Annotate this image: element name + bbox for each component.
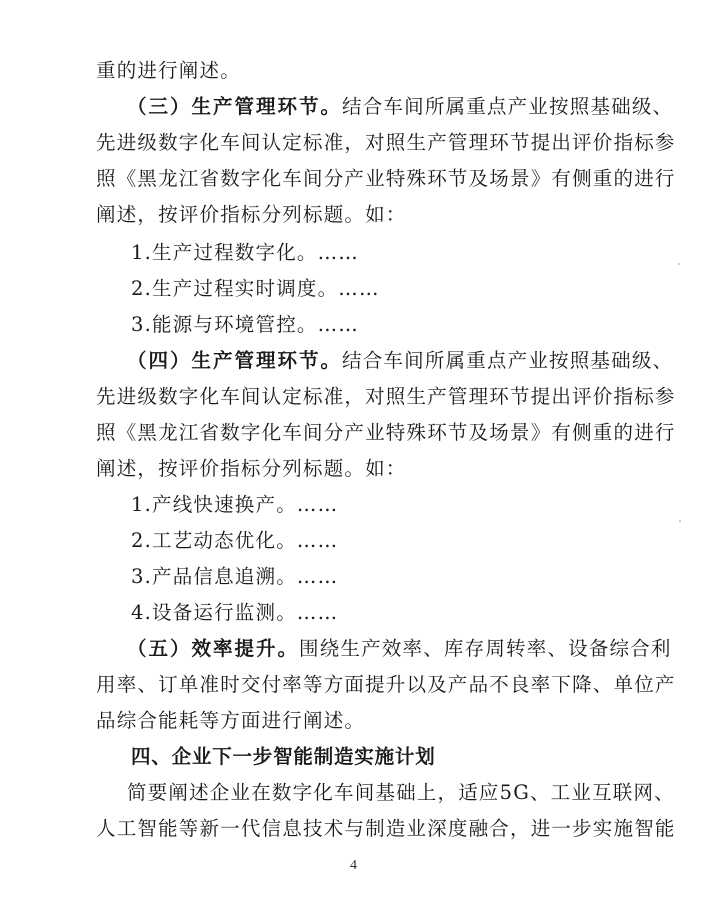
scan-speck — [679, 520, 681, 522]
section-three-text: 结合车间所属重点产业按照基础级、 — [342, 95, 674, 118]
body-line: 阐述，按评价指标分列标题。如： — [96, 203, 407, 226]
body-line: 重的进行阐述。 — [96, 59, 241, 82]
section-five-text: 围绕生产效率、库存周转率、设备综合利 — [299, 637, 672, 660]
section-five-title: （五）效率提升。 — [127, 637, 300, 660]
body-line: 先进级数字化车间认定标准，对照生产管理环节提出评价指标参 — [96, 385, 676, 408]
list-item: 3.能源与环境管控。…… — [131, 313, 360, 336]
body-line: 用率、订单准时交付率等方面提升以及产品不良率下降、单位产 — [96, 673, 676, 696]
body-line: 先进级数字化车间认定标准，对照生产管理环节提出评价指标参 — [96, 131, 676, 154]
section-four-line — [127, 348, 674, 374]
body-line: 人工智能等新一代信息技术与制造业深度融合，进一步实施智能 — [96, 817, 676, 840]
section-four-title: （四）生产管理环节。 — [127, 349, 343, 372]
list-item: 3.产品信息追溯。…… — [131, 565, 339, 588]
section-five-line — [127, 636, 672, 662]
list-item: 1.生产过程数字化。…… — [131, 241, 360, 264]
section-three-title: （三）生产管理环节。 — [127, 95, 343, 118]
chapter-heading: 四、企业下一步智能制造实施计划 — [131, 745, 436, 768]
section-four-text: 结合车间所属重点产业按照基础级、 — [342, 349, 674, 372]
body-line: 阐述，按评价指标分列标题。如： — [96, 457, 407, 480]
body-line: 照《黑龙江省数字化车间分产业特殊环节及场景》有侧重的进行 — [96, 421, 676, 444]
list-item: 2.工艺动态优化。…… — [131, 529, 339, 552]
body-line: 照《黑龙江省数字化车间分产业特殊环节及场景》有侧重的进行 — [96, 167, 676, 190]
list-item: 4.设备运行监测。…… — [131, 601, 339, 624]
list-item: 1.产线快速换产。…… — [131, 493, 339, 516]
page-number: 4 — [350, 858, 357, 873]
scan-speck — [678, 263, 680, 265]
list-item: 2.生产过程实时调度。…… — [131, 277, 380, 300]
body-line: 品综合能耗等方面进行阐述。 — [96, 709, 366, 732]
body-line: 简要阐述企业在数字化车间基础上，适应5G、工业互联网、 — [127, 781, 675, 804]
section-three-line — [127, 94, 674, 120]
